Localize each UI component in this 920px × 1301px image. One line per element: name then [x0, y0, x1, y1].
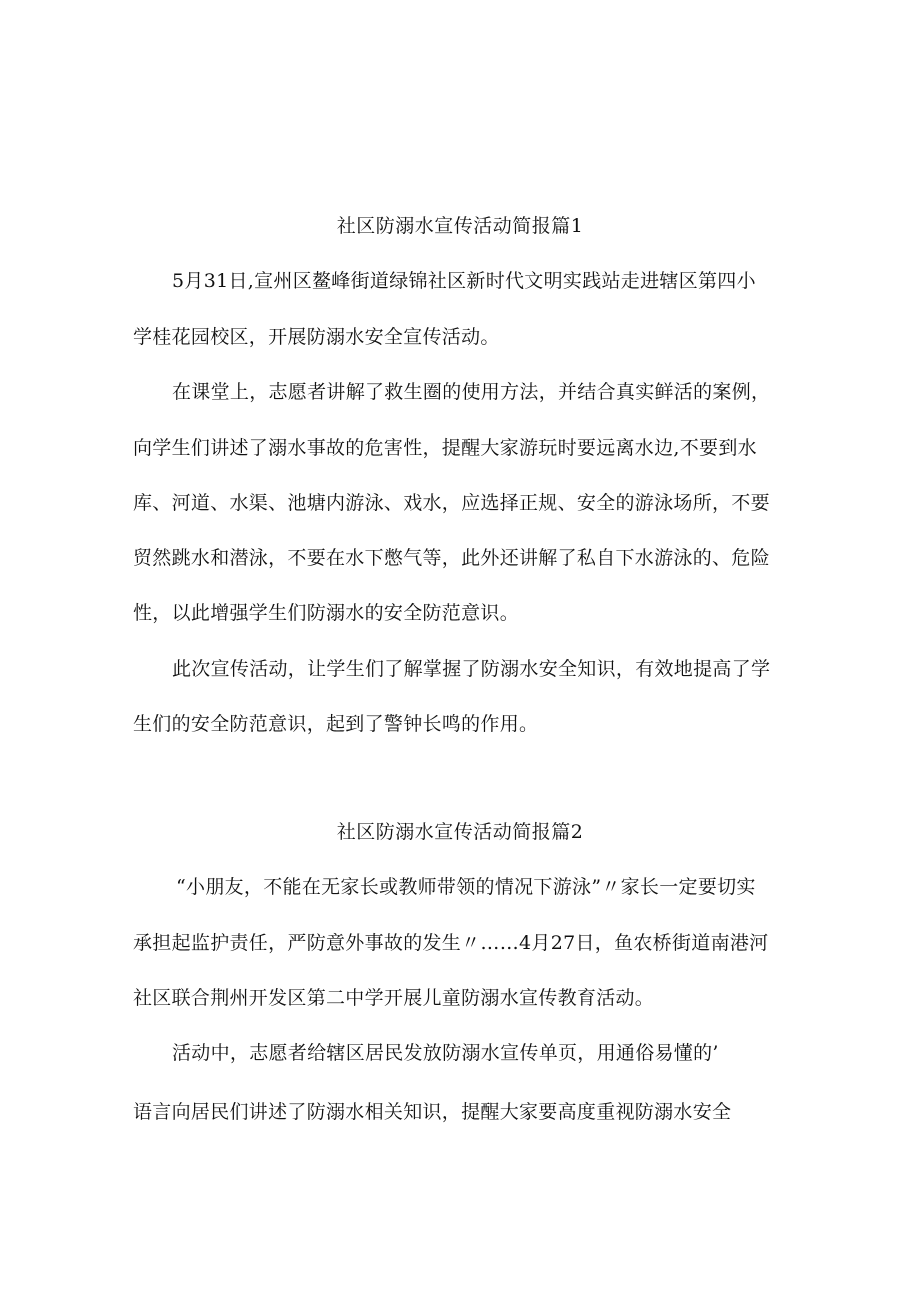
section1-line-5: 库、河道、水渠、池塘内游泳、戏水，应选择正规、安全的游泳场所，不要 — [133, 492, 770, 514]
section2-line-1: “小朋友，不能在无家长或教师带领的情况下游泳”〃家长一定要切实 — [176, 876, 756, 898]
section1-line-8: 此次宣传活动，让学生们了解掌握了防溺水安全知识，有效地提高了学 — [172, 658, 771, 680]
section2-line-5: 语言向居民们讲述了防溺水相关知识，提醒大家要高度重视防溺水安全 — [133, 1101, 732, 1123]
section2-line-2: 承担起监护责任，严防意外事故的发生〃……4月27日，鱼农桥街道南港河 — [133, 932, 769, 954]
section2-line-4: 活动中，志愿者给辖区居民发放防溺水宣传单页，用通俗易懂的’ — [172, 1042, 719, 1064]
section1-line-6: 贸然跳水和潜泳，不要在水下憋气等，此外还讲解了私自下水游泳的、危险 — [133, 547, 770, 569]
section1-line-9: 生们的安全防范意识，起到了警钟长鸣的作用。 — [133, 713, 539, 735]
section1-line-3: 在课堂上，志愿者讲解了救生圈的使用方法，并结合真实鲜活的案例， — [172, 381, 771, 403]
section2-title: 社区防溺水宣传活动简报篇2 — [336, 821, 584, 843]
section2-line-3: 社区联合荆州开发区第二中学开展儿童防溺水宣传教育活动。 — [133, 987, 655, 1009]
section1-line-7: 性，以此增强学生们防溺水的安全防范意识。 — [133, 602, 520, 624]
section1-line-1: 5月31日,宣州区鳌峰街道绿锦社区新时代文明实践站走进辖区第四小 — [172, 270, 756, 292]
section1-line-4: 向学生们讲述了溺水事故的危害性，提醒大家游玩时要远离水边,不要到水 — [133, 437, 757, 459]
section1-line-2: 学桂花园校区，开展防溺水安全宣传活动。 — [133, 326, 500, 348]
section1-title: 社区防溺水宣传活动简报篇1 — [336, 215, 584, 237]
